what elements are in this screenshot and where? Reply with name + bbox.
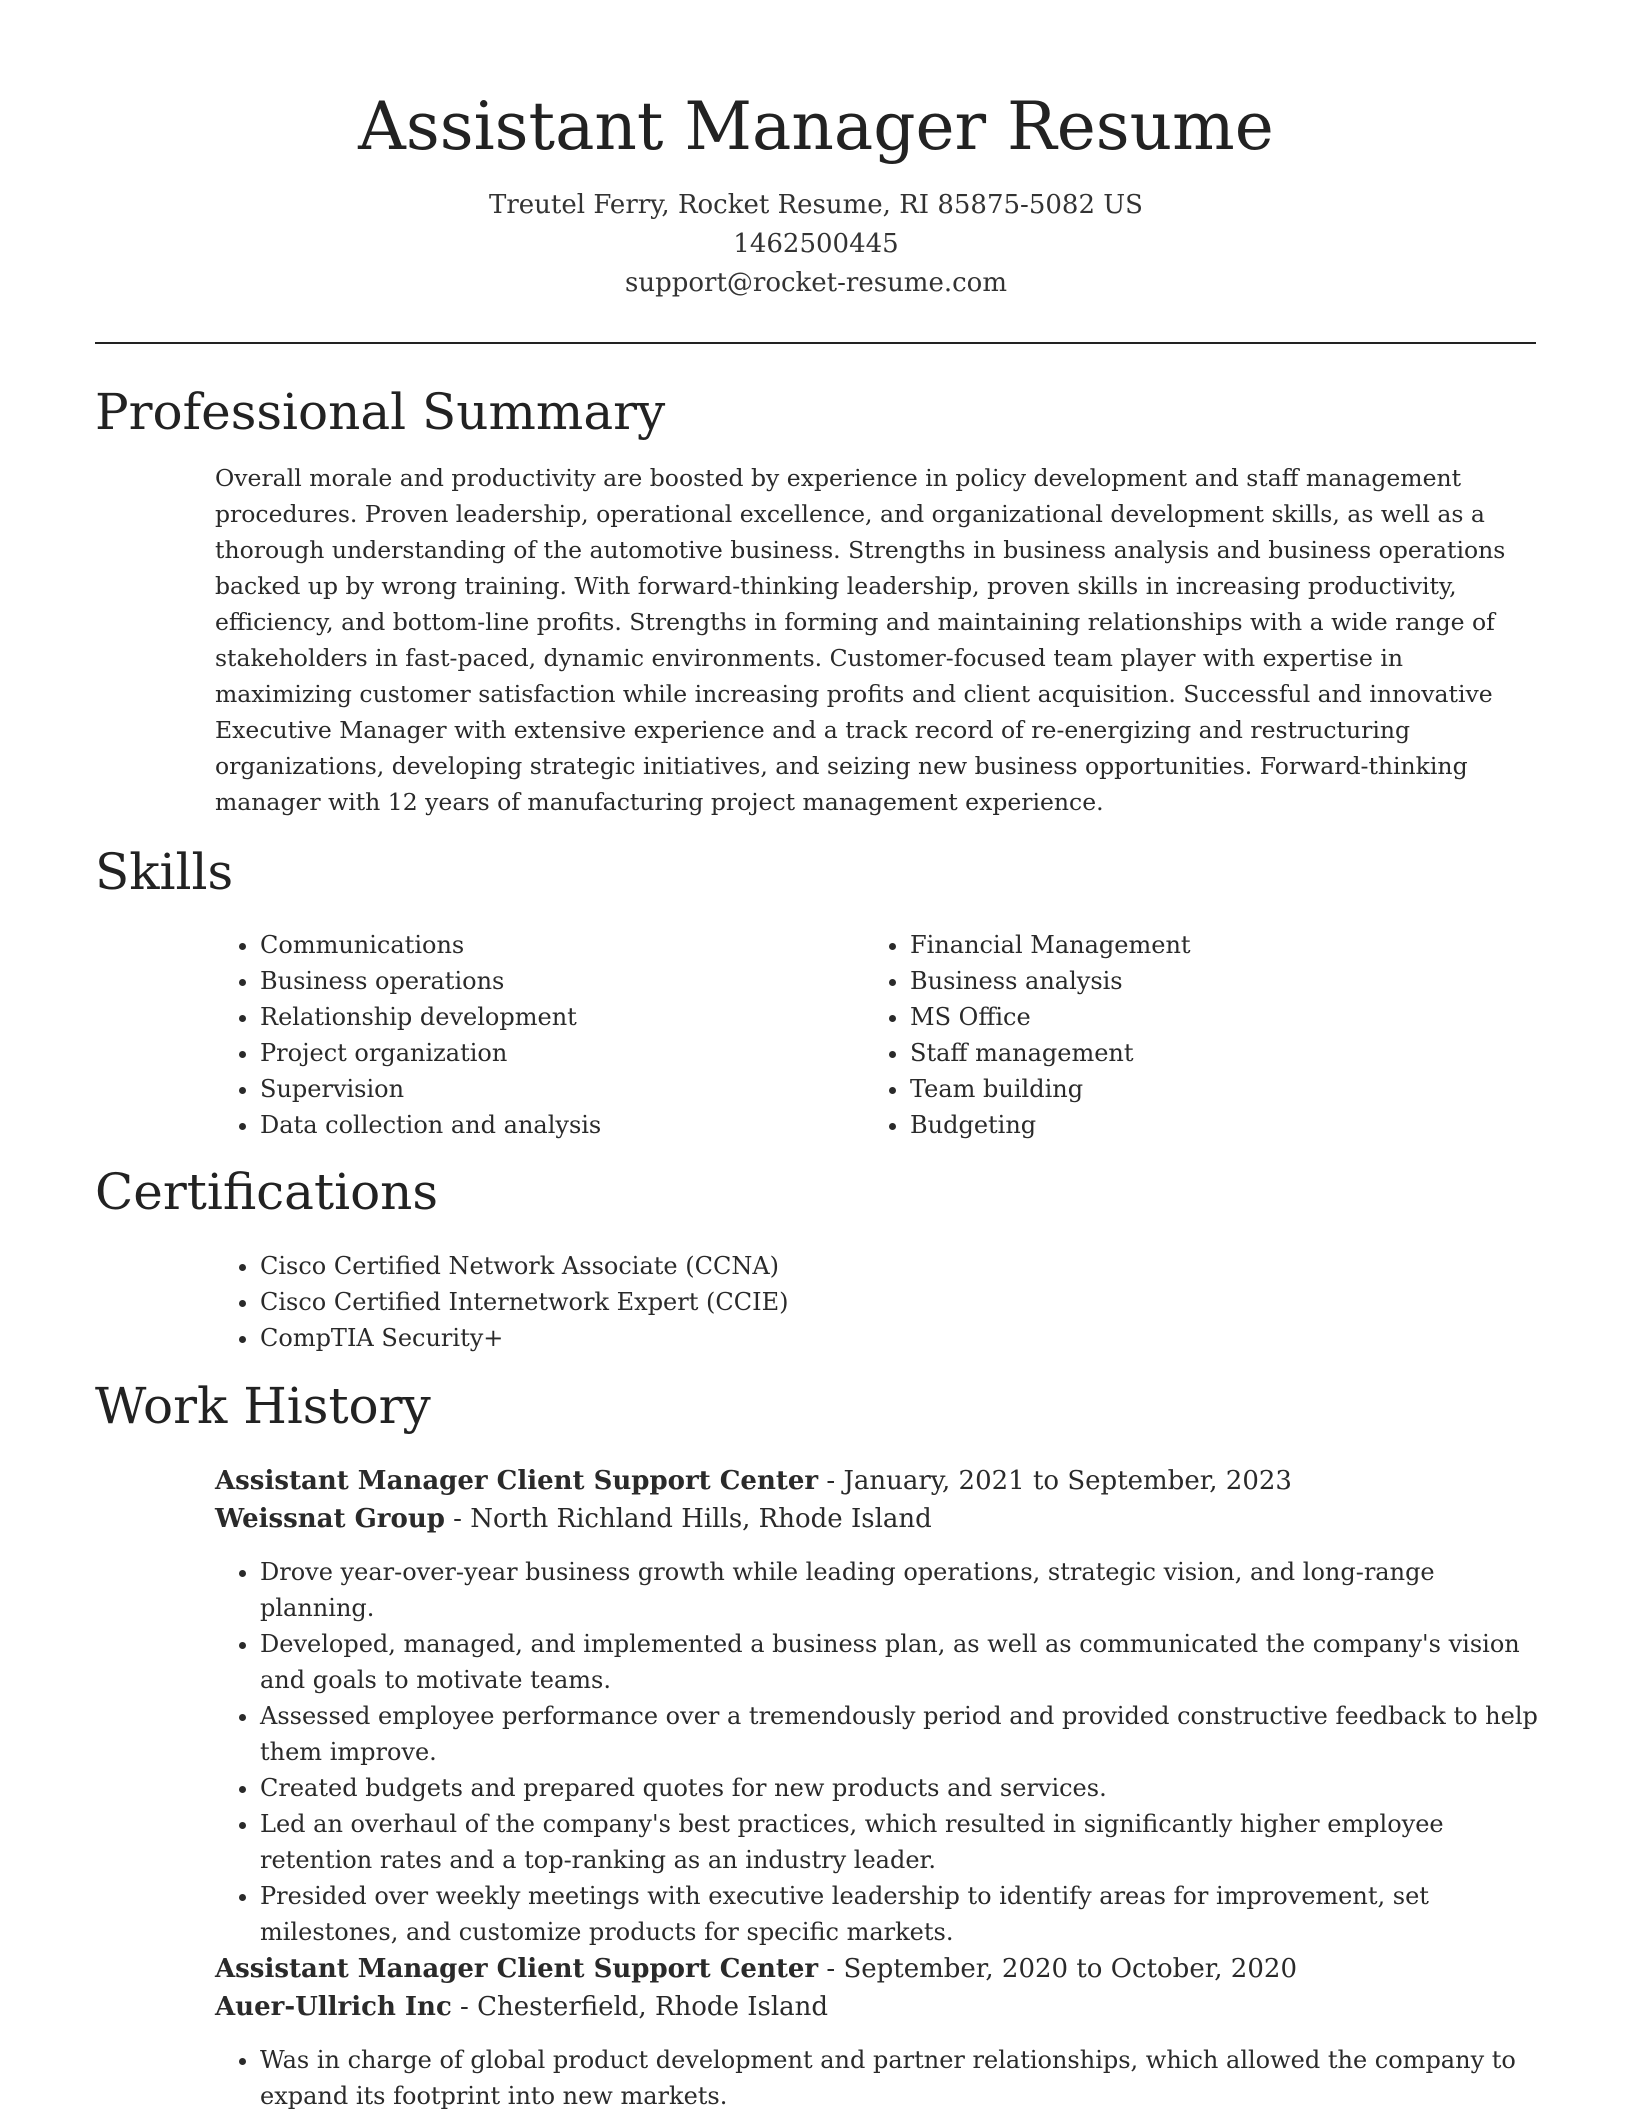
skill-item: • Supervision: [260, 1071, 835, 1107]
job-dates: - September, 2020 to October, 2020: [818, 1954, 1297, 1984]
job-entry: [215, 1462, 1540, 1950]
job-company-line: [215, 1988, 1540, 2026]
job-bullet: • Assessed employee performance over a tremendously period and provided constructive feedback to help them improve.: [260, 1698, 1540, 1770]
resume-title: Assistant Manager Resume: [358, 88, 1274, 165]
skills-list-left: [215, 927, 835, 1143]
skill-item: • Data collection and analysis: [260, 1107, 835, 1143]
job-title-line: [215, 1462, 1540, 1500]
certification-item: • Cisco Certified Network Associate (CCNA): [260, 1248, 1515, 1284]
header-divider: [95, 342, 1536, 344]
contact-email: support@rocket-resume.com: [624, 268, 1007, 298]
skills-column-left: [215, 927, 835, 1143]
certifications-section: [215, 1248, 1515, 1356]
job-title: Assistant Manager Client Support Center: [215, 1466, 819, 1496]
skill-item: • Project organization: [260, 1035, 835, 1071]
contact-address: Treutel Ferry, Rocket Resume, RI 85875-5082 US: [489, 190, 1143, 220]
job-bullet: • Was in charge of global product development and partner relationships, which allowed the company to expand its footprint into new markets.: [260, 2042, 1540, 2112]
job-company: Weissnat Group: [215, 1504, 445, 1534]
job-bullet-list: [215, 1554, 1540, 1950]
certification-item: • Cisco Certified Internetwork Expert (CCIE): [260, 1284, 1515, 1320]
skill-item: • Financial Management: [910, 927, 1485, 963]
job-entry: [215, 1950, 1540, 2112]
summary-heading: Professional Summary: [95, 383, 666, 441]
skills-heading: Skills: [95, 843, 234, 901]
skill-item: • Communications: [260, 927, 835, 963]
job-bullet: • Created budgets and prepared quotes for new products and services.: [260, 1770, 1540, 1806]
certifications-list: [215, 1248, 1515, 1356]
job-bullet: • Drove year-over-year business growth while leading operations, strategic vision, and long-range planning.: [260, 1554, 1540, 1626]
job-bullet: • Led an overhaul of the company's best practices, which resulted in significantly higher employee retention rates and a top-ranking as an industry leader.: [260, 1806, 1540, 1878]
skill-item: • Budgeting: [910, 1107, 1485, 1143]
summary-text: Overall morale and productivity are boosted by experience in policy development and staff management procedures. Proven leadership, operational excellence, and organizational development skills, as well as a thorough understanding of the automotive business. Strengths in business analysis and business operations backed up by wrong training. With forward-thinking leadership, proven skills in increasing productivity, efficiency, and bottom-line profits. Strengths in forming and maintaining relationships with a wide range of stakeholders in fast-paced, dynamic environments. Customer-focused team player with expertise in maximizing customer satisfaction while increasing profits and client acquisition. Successful and innovative Executive Manager with extensive experience and a track record of re-energizing and restructuring organizations, developing strategic initiatives, and seizing new business opportunities. Forward-thinking manager with 12 years of manufacturing project management experience.: [215, 464, 1506, 816]
job-bullet: • Developed, managed, and implemented a business plan, as well as communicated the company's vision and goals to motivate teams.: [260, 1626, 1540, 1698]
job-title: Assistant Manager Client Support Center: [215, 1954, 819, 1984]
skill-item: • MS Office: [910, 999, 1485, 1035]
contact-phone: 1462500445: [733, 229, 899, 259]
skills-list-right: [865, 927, 1485, 1143]
job-title-line: [215, 1950, 1540, 1988]
skill-item: • Business analysis: [910, 963, 1485, 999]
job-company: Auer-Ullrich Inc: [215, 1992, 452, 2022]
job-location: - North Richland Hills, Rhode Island: [444, 1504, 932, 1534]
job-company-line: [215, 1500, 1540, 1538]
resume-header: [0, 0, 1632, 303]
job-location: - Chesterfield, Rhode Island: [451, 1992, 829, 2022]
job-responsibilities: [215, 1554, 1540, 1950]
skill-item: • Business operations: [260, 963, 835, 999]
certification-item: • CompTIA Security+: [260, 1320, 1515, 1356]
contact-info: [0, 186, 1632, 303]
job-dates: - January, 2021 to September, 2023: [818, 1466, 1292, 1496]
skill-item: • Relationship development: [260, 999, 835, 1035]
skill-item: • Team building: [910, 1071, 1485, 1107]
job-responsibilities: [215, 2042, 1540, 2112]
work-history-heading: Work History: [95, 1377, 431, 1435]
job-bullet-list: [215, 2042, 1540, 2112]
skill-item: • Staff management: [910, 1035, 1485, 1071]
skills-column-right: [865, 927, 1485, 1143]
job-bullet: • Presided over weekly meetings with executive leadership to identify areas for improvement, set milestones, and customize products for specific markets.: [260, 1878, 1540, 1950]
certifications-heading: Certifications: [95, 1163, 439, 1221]
